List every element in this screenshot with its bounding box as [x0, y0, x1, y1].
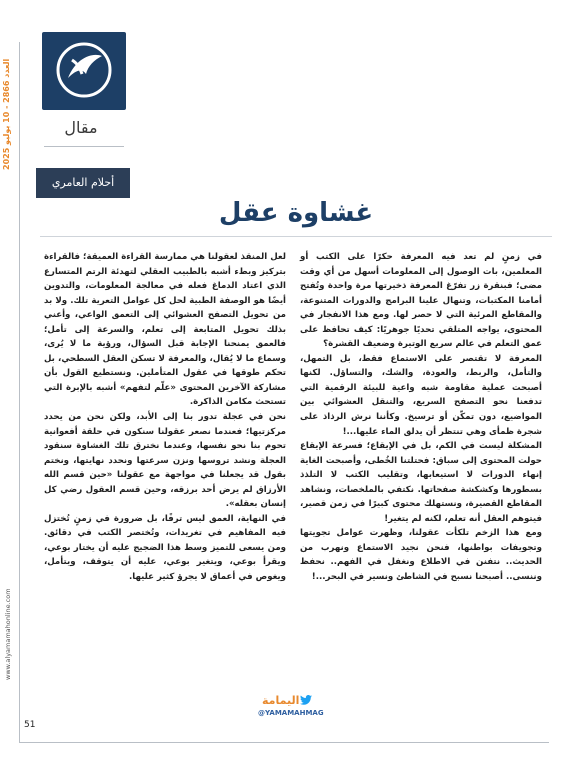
magazine-logo-box: [42, 32, 126, 110]
article-title: غشاوة عقل: [218, 198, 374, 228]
bottom-rule: [19, 742, 549, 743]
website-link[interactable]: www.alyamamahonline.com: [4, 588, 12, 680]
side-rule: [19, 42, 20, 742]
paragraph: المشكلة ليست في الكم، بل في الإيقاع؛ فسرعة الإيقاع حولت المحتوى إلى سباق: فحتلتنا الخُطى، وأصبحت الغاية إنهاء الدورات لا استيعابها، وتقليب الكتب لا التلذذ بسطورها وكشكشة صفحاتها. نكتفي بالملخصات، ونشاهد المقاطع القصيرة، ونستهلك محتوى كبيرًا في زمن قصير، فيتوهم العقل أنه تعلم، لكنه لم يتغير!: [300, 441, 542, 524]
paragraph: في زمنٍ لم تعد فيه المعرفة حكرًا على الكتب أو المعلمين، بات الوصول إلى المعلومات أسهل من أي وقت مضى؛ فبنقرة زر تفرّغ المعرفة ذخيرتها مرة واحدة وتُفتح أمامنا المكتبات، وتنهال علينا البرامج والدورات المتنوعة، والمقاطع المرئية التي لا حصر لها. ومع هذا الانفجار في المحتوى، يواجه المتلقي تحديًا جوهريًا: كيف تحافظ على عمق التعلم في عالم سريع الوتيرة وضعيف القشرة؟: [300, 252, 542, 350]
paragraph: في النهاية، العمق ليس ترفًا، بل ضرورة في زمنٍ تُختزل فيه المفاهيم في تغريدات، وتُختصر الكتب في دقائق. ومن يسعى للتميز وسط هذا الضجيج عليه أن يختار بوعي، ويقرأ بوعي، ويتغير بوعي، عليه أن يتوقف، ويتأمل، ويغوص في أعماق لا يجرؤ كثير عليها.: [44, 513, 286, 583]
yamamah-bird-icon: [52, 38, 116, 102]
twitter-icon[interactable]: [300, 695, 312, 705]
paragraph: المعرفة لا تقتصر على الاستماع فقط، بل التمهل، والتأمل، والربط، والعودة، والشك، والتساؤل. لكنها أصبحت عملية مقاومة شبه واعية للبيئة الرقمية التي تدفعنا نحو التصفح السريع، والتنقل العشوائي بين المواضيع، دون تمكّن أو ترسيخ. وكأننا نرش الرذاذ على شجرة ظمأى وهي تنتظر أن يدلق الماء عليها...!: [300, 353, 542, 437]
section-label: مقال: [64, 118, 98, 137]
magazine-footer-logo: اليمامة: [262, 694, 300, 707]
page-number: 51: [24, 720, 36, 730]
article-column-right: [300, 250, 542, 585]
paragraph: نحن في عجلة تدور بنا إلى الأبد، ولكن نحن من يحدد مركزتيها؛ فعندما نصعر عقولنا سنكون في حلقة أفعوانية تحوم بنا نحو نفسها، وعندما نخترق تلك الغشاوة سنقود العجلة ونشد تروسها ونزن سرعتها ونحدد نهايتها، ونختم بقول قد يجعلنا في مواجهة مع عقولنا «حين قسم الله الأرزاق لم يرض أحد برزقه، وحين قسم العقول رضي كل إنسان بعقله».: [44, 412, 286, 510]
article-column-left: [44, 250, 286, 585]
paragraph: ومع هذا الزخم تلكأت عقولنا، وظهرت عوامل تجويتها وتجويفات بواطنها، فنحن نجيد الاستماع ونهرب من الحديث.. نتفنن في الاطلاع ونغفل في الفهم.. نحفظ وننسى.. أصبحنا نسبح في الشاطئ ونسير في البحر...!: [300, 528, 542, 583]
issue-info: العدد 2866 - 10 يوليو 2025: [2, 58, 11, 170]
author-name: أحلام العامري: [36, 168, 130, 198]
social-handle[interactable]: @YAMAMAHMAG: [258, 709, 324, 717]
paragraph: لعل المنقذ لعقولنا هي ممارسة القراءة العميقة؛ فالقراءة بتركيز وبطء أشبه بالطبيب العقلي لتهدئة الرتم المتسارع الذي اعتاد الدماغ فعله في معالجة المعلومات، والتدوين أيضًا هو الوصفة الطبية لحل كل عوامل التعرية تلك. ولا بد من تحويل التصفح العشوائي إلى التعمق الواعي، وأعني بذلك تحويل المتابعة إلى تعلم، والسرعة إلى تأمل؛ فالعمق يمنحنا الإجابة قبل السؤال، ورؤية ما لا يُرى، وسماع ما لا يُقال، والمعرفة لا تسكن العقل السطحي، بل تحكم طوقها في عقول المتأملين. ونستطيع القول بأن مشاركة الآخرين المحتوى «علّم لتفهم» أشبه بالإبرة التي تستحث مكامن الذاكرة.: [44, 252, 286, 408]
section-divider: [44, 146, 124, 147]
title-divider: [40, 236, 552, 237]
